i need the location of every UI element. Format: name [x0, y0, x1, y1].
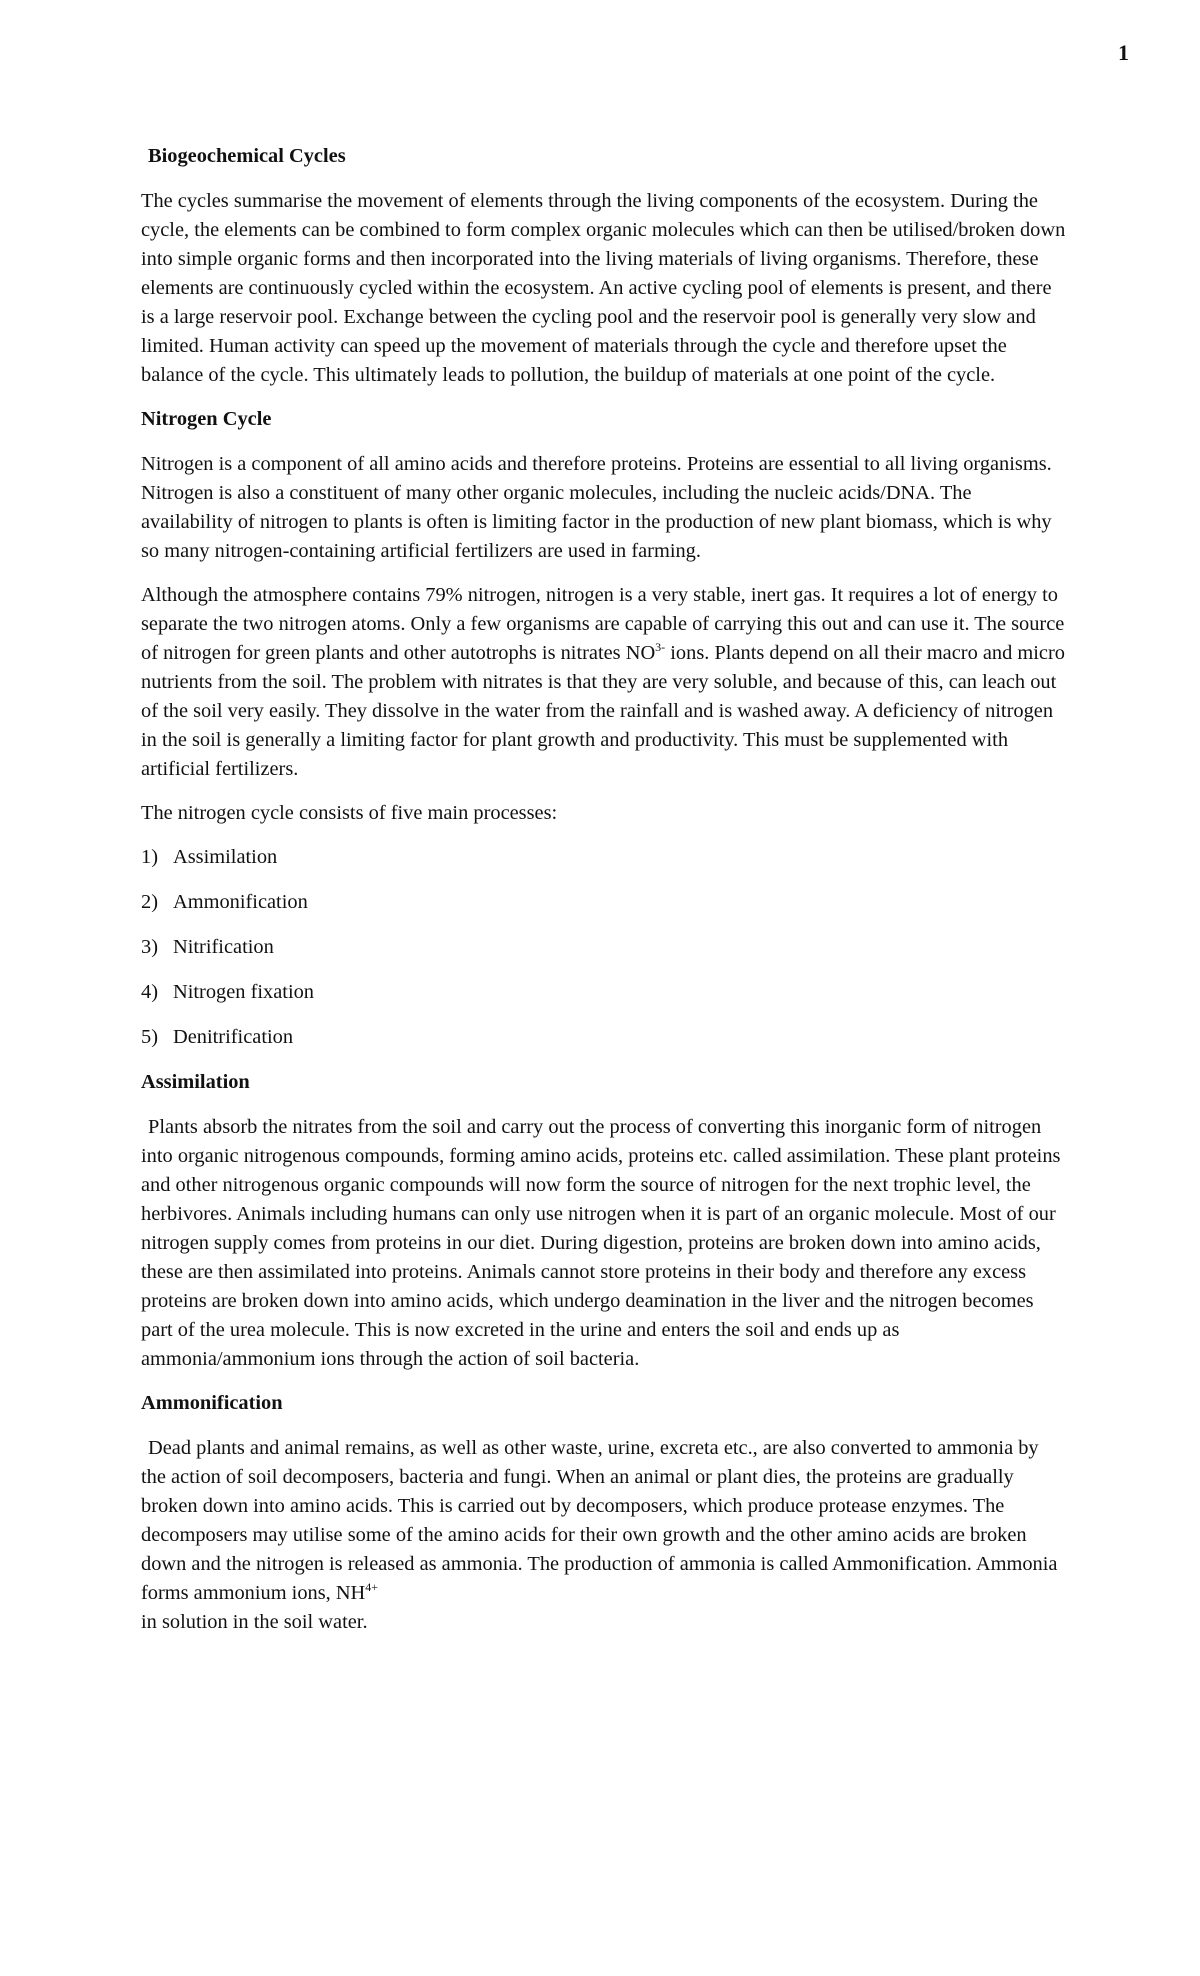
paragraph-ammonification-part2: in solution in the soil water. — [141, 1611, 368, 1633]
paragraph-assimilation: Plants absorb the nitrates from the soil and carry out the process of converting this inorganic form of nitrogen into organic nitrogenous compounds, forming amino acids, proteins etc. called assimilation. These plant proteins and other nitrogenous organic compounds will now form the source of nitrogen for the next trophic level, the herbivores. Animals including humans can only use nitrogen when it is part of an organic molecule. Most of our nitrogen supply comes from proteins in our diet. During digestion, proteins are broken down into amino acids, these are then assimilated into proteins. Animals cannot store proteins in their body and therefore any excess proteins are broken down into amino acids, which undergo deamination in the liver and the nitrogen becomes part of the urea molecule. This is now excreted in the urine and enters the soil and ends up as ammonia/ammonium ions through the action of soil bacteria. — [141, 1116, 1061, 1370]
paragraph-biogeochemical-intro: The cycles summarise the movement of elements through the living components of the ecosystem. During the cycle, the elements can be combined to form complex organic molecules which can then be utilised/broken down into simple organic forms and then incorporated into the living materials of living organisms. Therefore, these elements are continuously cycled within the ecosystem. An active cycling pool of elements is present, and there is a large reservoir pool. Exchange between the cycling pool and the reservoir pool is generally very slow and limited. Human activity can speed up the movement of materials through the cycle and therefore upset the balance of the cycle. This ultimately leads to pollution, the buildup of materials at one point of the cycle. — [141, 190, 1066, 386]
list-item — [141, 888, 1066, 917]
heading-ammonification: Ammonification — [141, 1392, 283, 1414]
list-item-number: 5) — [141, 1026, 158, 1048]
list-item-number: 2) — [141, 891, 158, 913]
list-item-label: Assimilation — [173, 846, 278, 868]
list-item-number: 1) — [141, 846, 158, 868]
nitrate-charge-superscript: 3- — [655, 640, 666, 655]
paragraph-ammonification-part1: Dead plants and animal remains, as well as other waste, urine, excreta etc., are also converted to ammonia by the action of soil decomposers, bacteria and fungi. When an animal or plant dies, the proteins are gradually broken down into amino acids. This is carried out by decomposers, which produce protease enzymes. The decomposers may utilise some of the amino acids for their own growth and the other amino acids are broken down and the nitrogen is released as ammonia. The production of ammonia is called Ammonification. Ammonia forms ammonium ions, NH — [141, 1437, 1058, 1604]
list-item — [141, 978, 1066, 1007]
heading-nitrogen-cycle: Nitrogen Cycle — [141, 408, 272, 430]
list-item-number: 4) — [141, 981, 158, 1003]
list-item-number: 3) — [141, 936, 158, 958]
document-body — [141, 142, 1066, 1652]
list-item — [141, 1023, 1066, 1052]
list-item — [141, 843, 1066, 872]
list-item-label: Nitrogen fixation — [173, 981, 315, 1003]
paragraph-nitrogen-atmosphere — [141, 581, 1066, 784]
ammonium-charge-superscript: 4+ — [365, 1580, 379, 1595]
paragraph-nitrogen-atmosphere-part2: ions. Plants depend on all their macro and micro nutrients from the soil. The problem with nitrates is that they are very soluble, and because of this, can leach out of the soil very easily. They dissolve in the water from the rainfall and is washed away. A deficiency of nitrogen in the soil is generally a limiting factor for plant growth and productivity. This must be supplemented with artificial fertilizers. — [141, 642, 1065, 780]
paragraph-nitrogen-intro: Nitrogen is a component of all amino acids and therefore proteins. Proteins are essential to all living organisms. Nitrogen is also a constituent of many other organic molecules, including the nucleic acids/DNA. The availability of nitrogen to plants is often is limiting factor in the production of new plant biomass, which is why so many nitrogen-containing artificial fertilizers are used in farming. — [141, 453, 1052, 562]
heading-biogeochemical-cycles: Biogeochemical Cycles — [148, 145, 346, 167]
page-number: 1 — [1118, 40, 1129, 65]
paragraph-ammonification — [141, 1434, 1066, 1637]
list-item-label: Nitrification — [173, 936, 274, 958]
process-list — [141, 843, 1066, 1052]
paragraph-nitrogen-atmosphere-part1: Although the atmosphere contains 79% nitrogen, nitrogen is a very stable, inert gas. It requires a lot of energy to separate the two nitrogen atoms. Only a few organisms are capable of carrying this out and can use it. The source of nitrogen for green plants and other autotrophs is nitrates NO — [141, 584, 1065, 664]
list-item-label: Denitrification — [173, 1026, 294, 1048]
heading-assimilation: Assimilation — [141, 1071, 250, 1093]
paragraph-five-processes: The nitrogen cycle consists of five main processes: — [141, 802, 558, 824]
list-item — [141, 933, 1066, 962]
list-item-label: Ammonification — [173, 891, 308, 913]
